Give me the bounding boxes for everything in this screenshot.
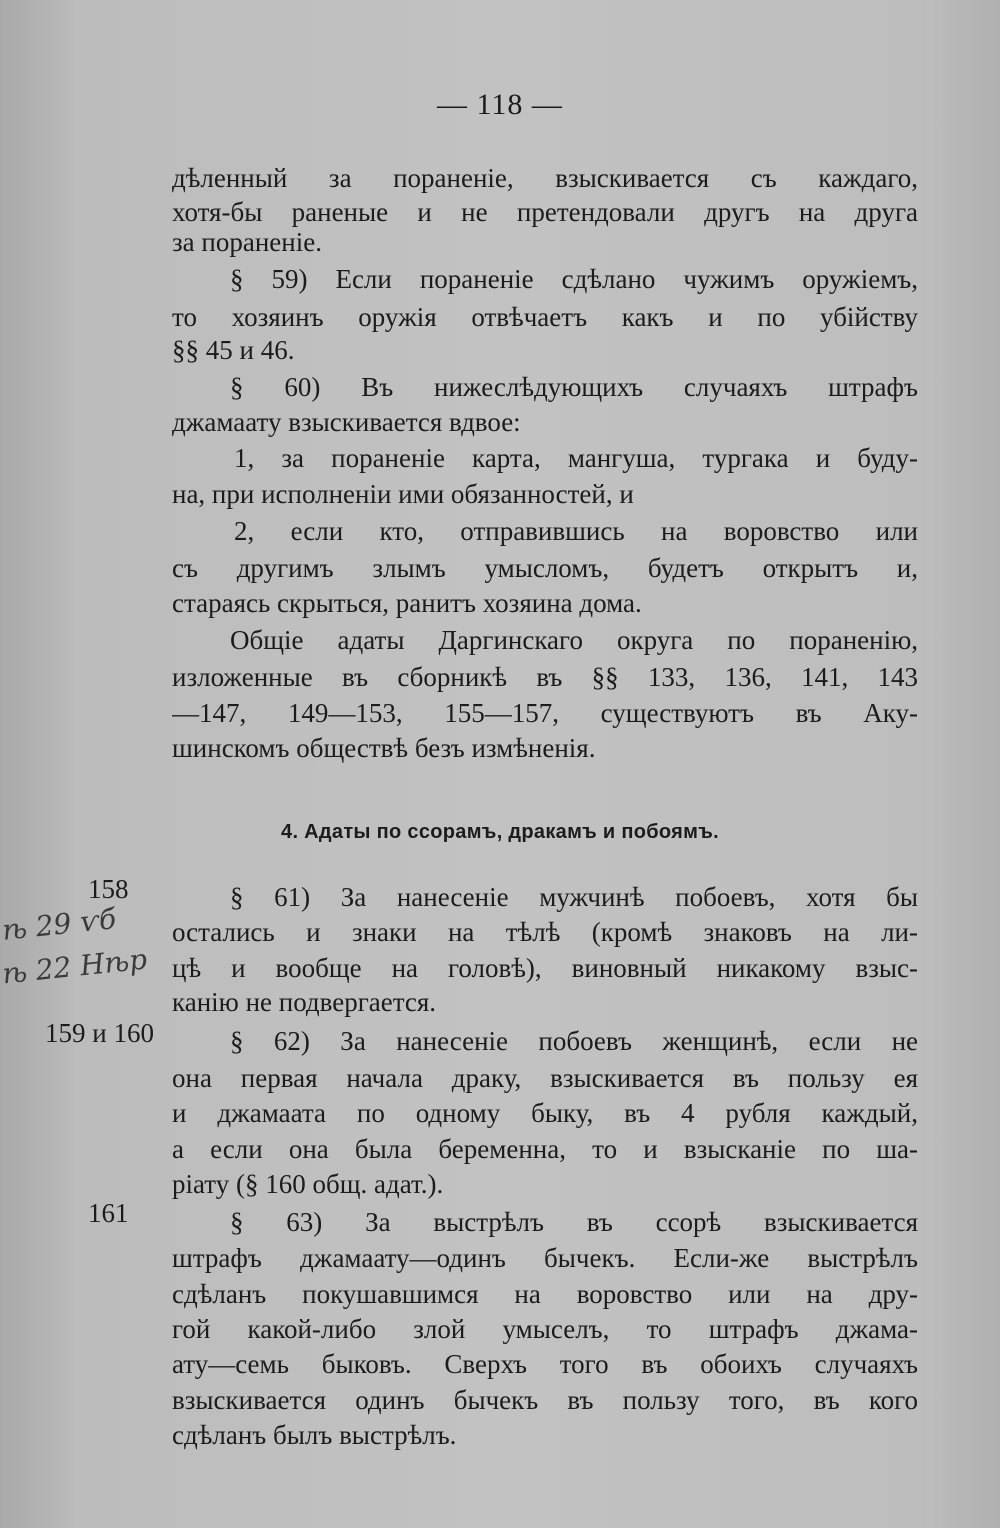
paragraph-61-line: § 61) За нанесеніе мужчинѣ побоевъ, хотя бы xyxy=(230,882,918,912)
paragraph-60-line: § 60) Въ нижеслѣдующихъ случаяхъ штрафъ xyxy=(230,372,918,402)
text-line: шинскомъ обществѣ безъ измѣненія. xyxy=(172,733,596,763)
paragraph-63-line: § 63) За выстрѣлъ въ ссорѣ взыскивается xyxy=(230,1207,918,1237)
paragraph-62-line: § 62) За нанесеніе побоевъ женщинѣ, если не xyxy=(230,1026,918,1056)
text-line: взыскивается одинъ бычекъ въ пользу того, въ кого xyxy=(172,1385,918,1415)
general-adats-line: Общіе адаты Даргинскаго округа по пораненію, xyxy=(230,625,918,655)
text-line: цѣ и вообще на головѣ), виновный никакому взыс- xyxy=(172,953,918,983)
text-line: хотя-бы раненые и не претендовали другъ на друга xyxy=(172,197,918,227)
text-line: ату—семь быковъ. Сверхъ того въ обоихъ случаяхъ xyxy=(172,1349,918,1379)
text-line: остались и знаки на тѣлѣ (кромѣ знаковъ на ли- xyxy=(172,917,918,947)
text-line: и джамаата по одному быку, въ 4 рубля каждый, xyxy=(172,1098,918,1128)
text-line: сдѣланъ покушавшимся на воровство или на дру- xyxy=(172,1279,918,1309)
text-line: съ другимъ злымъ умысломъ, будетъ открытъ и, xyxy=(172,553,918,583)
handwritten-note: ѣ 29 ѵб xyxy=(0,902,118,947)
text-line: дѣленный за пораненіе, взыскивается съ каждаго, xyxy=(172,163,918,193)
text-line: изложенные въ сборникѣ въ §§ 133, 136, 141, 143 xyxy=(172,662,918,692)
text-line: ріату (§ 160 общ. адат.). xyxy=(172,1169,444,1199)
margin-reference: 159 и 160 xyxy=(45,1018,154,1048)
text-line: штрафъ джамаату—одинъ бычекъ. Если-же выстрѣлъ xyxy=(172,1243,918,1273)
page-number: — 118 — xyxy=(437,88,563,121)
text-line: то хозяинъ оружія отвѣчаетъ какъ и по убійству xyxy=(172,302,918,332)
text-line: за пораненіе. xyxy=(172,227,322,257)
list-item-1-line: 1, за пораненіе карта, мангуша, тургака и буду- xyxy=(234,443,918,473)
text-line: §§ 45 и 46. xyxy=(172,335,295,365)
text-line: сдѣланъ былъ выстрѣлъ. xyxy=(172,1420,457,1450)
text-line: она первая начала драку, взыскивается въ пользу ея xyxy=(172,1063,918,1093)
text-line: а если она была беременна, то и взысканіе по ша- xyxy=(172,1134,918,1164)
paragraph-59-line: § 59) Если пораненіе сдѣлано чужимъ оружіемъ, xyxy=(230,264,918,294)
handwritten-note: ѣ 22 Нѣр xyxy=(0,942,149,991)
text-line: гой какой-либо злой умыселъ, то штрафъ джама- xyxy=(172,1314,918,1344)
text-line: канію не подвергается. xyxy=(172,987,437,1017)
text-line: —147, 149—153, 155—157, существуютъ въ Аку- xyxy=(172,698,918,728)
margin-reference: 158 xyxy=(88,874,129,904)
text-line: стараясь скрыться, ранитъ хозяина дома. xyxy=(172,588,642,618)
section-heading: 4. Адаты по ссорамъ, дракамъ и побоямъ. xyxy=(281,821,719,843)
text-line: на, при исполненіи ими обязанностей, и xyxy=(172,479,634,509)
text-line: джамаату взыскивается вдвое: xyxy=(172,407,521,437)
margin-reference: 161 xyxy=(88,1198,129,1228)
list-item-2-line: 2, если кто, отправившись на воровство или xyxy=(234,516,918,546)
